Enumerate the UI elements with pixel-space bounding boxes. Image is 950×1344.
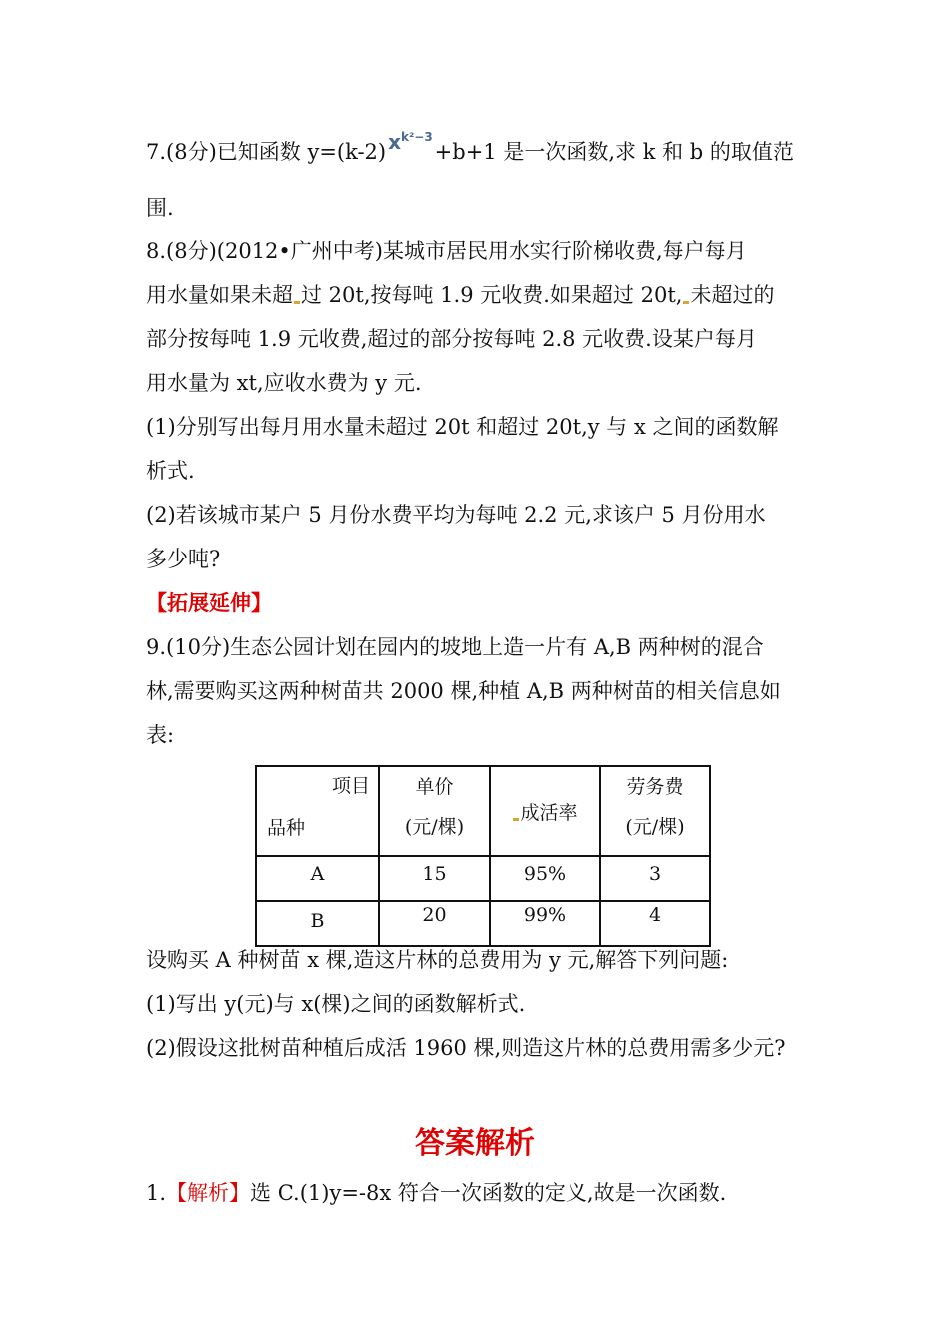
answer-1-text: 选 C.(1)y=-8x 符合一次函数的定义,故是一次函数. xyxy=(250,1181,727,1205)
q9-part2: (2)假设这批树苗种植后成活 1960 棵,则造这片林的总费用需多少元? xyxy=(146,1036,786,1060)
labor-header-cell: 劳务费 (元/棵) xyxy=(600,766,710,856)
q8-part2-line-1: (2)若该城市某户 5 月份水费平均为每吨 2.2 元,求该户 5 月份用水 xyxy=(146,503,766,527)
table-cell: 3 xyxy=(600,856,710,901)
table-row xyxy=(256,856,710,901)
q9-line-1: 9.(10分)生态公园计划在园内的坡地上造一片有 A,B 两种树的混合 xyxy=(146,635,764,659)
table-cell: 99% xyxy=(490,901,600,946)
table-cell: 20 xyxy=(379,901,490,946)
q9-part1: (1)写出 y(元)与 x(棵)之间的函数解析式. xyxy=(146,992,526,1016)
table-header-row xyxy=(256,766,710,856)
table-cell: 15 xyxy=(379,856,490,901)
q8-line-2: 用水量如果未超 过 20t,按每吨 1.9 元收费.如果超过 20t, 未超过的 xyxy=(146,283,775,307)
edit-mark xyxy=(513,818,519,821)
table-row xyxy=(256,901,710,946)
table-cell: 95% xyxy=(490,856,600,901)
tree-info-table xyxy=(255,765,711,947)
q9-after-table: 设购买 A 种树苗 x 棵,造这片林的总费用为 y 元,解答下列问题: xyxy=(146,948,729,972)
corner-header-cell xyxy=(256,766,379,856)
q8-line-3: 部分按每吨 1.9 元收费,超过的部分按每吨 2.8 元收费.设某户每月 xyxy=(146,327,757,351)
edit-mark xyxy=(683,301,689,304)
answer-1-number: 1. xyxy=(146,1181,167,1205)
q9-line-2: 林,需要购买这两种树苗共 2000 棵,种植 A,B 两种树苗的相关信息如 xyxy=(146,679,781,703)
table-cell: A xyxy=(256,856,379,901)
q7-text-post: +b+1 是一次函数,求 k 和 b 的取值范 xyxy=(434,140,794,164)
answer-1-tag: 【解析】 xyxy=(166,1181,251,1205)
q7-exponent-formula: $x^{k^2-3}$ xyxy=(388,130,433,154)
q7-continuation: 围. xyxy=(146,196,174,220)
corner-header-kind: 品种 xyxy=(267,817,306,839)
q8-line-4: 用水量为 xt,应收水费为 y 元. xyxy=(146,371,422,395)
table-cell: B xyxy=(256,901,379,946)
edit-mark xyxy=(294,301,300,304)
q8-part1-line-1: (1)分别写出每月用水量未超过 20t 和超过 20t,y 与 x 之间的函数解 xyxy=(146,415,779,439)
table-cell: 4 xyxy=(600,901,710,946)
answers-title: 答案解析 xyxy=(415,1126,535,1161)
survival-header-cell: 成活率 xyxy=(490,766,600,856)
q8-part1-line-2: 析式. xyxy=(146,459,195,483)
extension-heading: 【拓展延伸】 xyxy=(146,591,272,615)
corner-header-item: 项目 xyxy=(331,775,370,797)
q9-line-3: 表: xyxy=(146,723,175,747)
q7-line xyxy=(146,132,794,167)
q8-part2-line-2: 多少吨? xyxy=(146,547,221,571)
answer-1-line xyxy=(146,1178,726,1208)
q7-text-pre: 7.(8分)已知函数 y=(k-2) xyxy=(146,140,387,164)
q8-line-1: 8.(8分)(2012•广州中考)某城市居民用水实行阶梯收费,每户每月 xyxy=(146,239,747,263)
price-header-cell: 单价 (元/棵) xyxy=(379,766,490,856)
